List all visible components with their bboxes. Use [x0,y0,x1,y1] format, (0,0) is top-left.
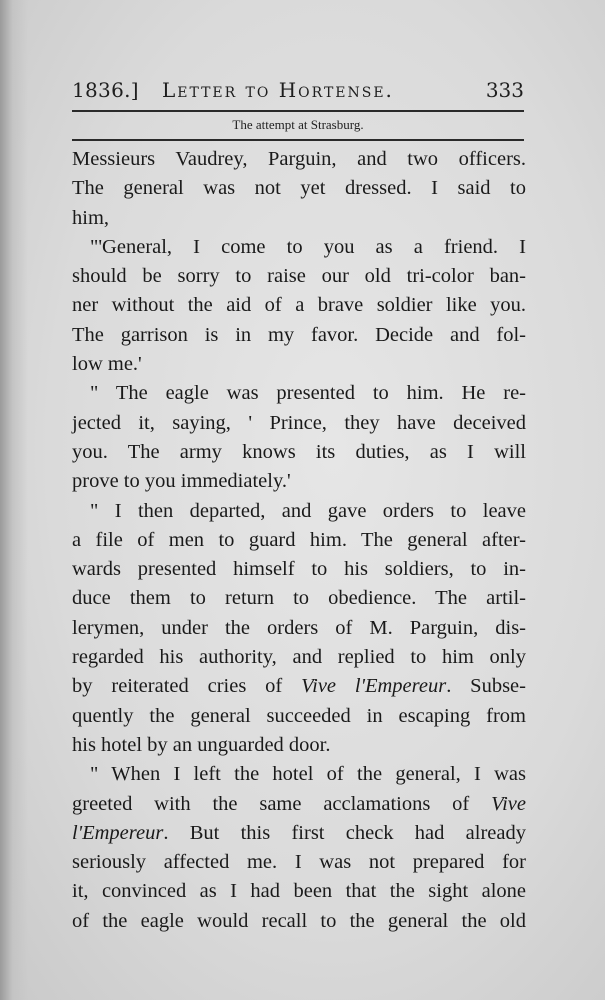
page-number: 333 [485,78,524,102]
text-line: " I then departed, and gave orders to leave [90,499,526,522]
text-line: of the eagle would recall to the general the old [72,909,526,932]
text-line: quently the general succeeded in escaping from [72,704,526,727]
text-line: a file of men to guard him. The general after- [72,528,526,551]
text-line-segment: . But this first check had already [163,821,526,844]
text-line [72,672,526,701]
running-head-title: Letter to Hortense. [162,78,394,102]
italic-phrase: l'Empereur [72,821,164,844]
text-line: prove to you immediately.' [72,470,291,493]
text-line: "'General, I come to you as a friend. I [90,235,526,258]
body-text [72,145,526,936]
text-line: The general was not yet dressed. I said to [72,177,526,200]
text-line: seriously affected me. I was not prepared for [72,851,526,874]
text-line: lerymen, under the orders of M. Parguin, dis- [72,616,526,639]
text-line: you. The army knows its duties, as I will [72,440,526,463]
text-line: The garrison is in my favor. Decide and fol- [72,323,526,346]
header-rule-top [72,110,524,112]
text-line: Messieurs Vaudrey, Parguin, and two officers. [72,148,526,170]
running-head [72,78,524,108]
text-line: jected it, saying, ' Prince, they have deceived [72,411,526,434]
text-line-segment: . Subse- [446,675,526,698]
text-line: " When I left the hotel of the general, I was [90,763,526,786]
text-line: " The eagle was presented to him. He re- [90,382,526,405]
text-line: his hotel by an unguarded door. [72,733,331,756]
text-line: low me.' [72,353,142,376]
italic-phrase: Vive l'Empereur [301,675,447,698]
header-rule-bottom [72,139,524,141]
italic-phrase: Vive [491,792,526,815]
text-line: duce them to return to obedience. The artil- [72,587,526,610]
text-line: should be sorry to raise our old tri-color ban- [72,265,526,288]
text-line-segment: by reiterated cries of [72,675,302,698]
text-line: wards presented himself to his soldiers, to in- [72,558,526,581]
running-head-year: 1836.] [72,78,139,102]
spine-shadow [0,0,28,1000]
text-line: ner without the aid of a brave soldier like you. [72,294,526,317]
text-line: it, convinced as I had been that the sight alone [72,880,526,903]
text-line-segment: greeted with the same acclamations of [72,792,492,815]
text-line [72,819,526,848]
text-line: him, [72,206,110,229]
section-subheading: The attempt at Strasburg. [232,117,364,132]
text-line: regarded his authority, and replied to him only [72,646,526,669]
text-line [72,790,526,819]
